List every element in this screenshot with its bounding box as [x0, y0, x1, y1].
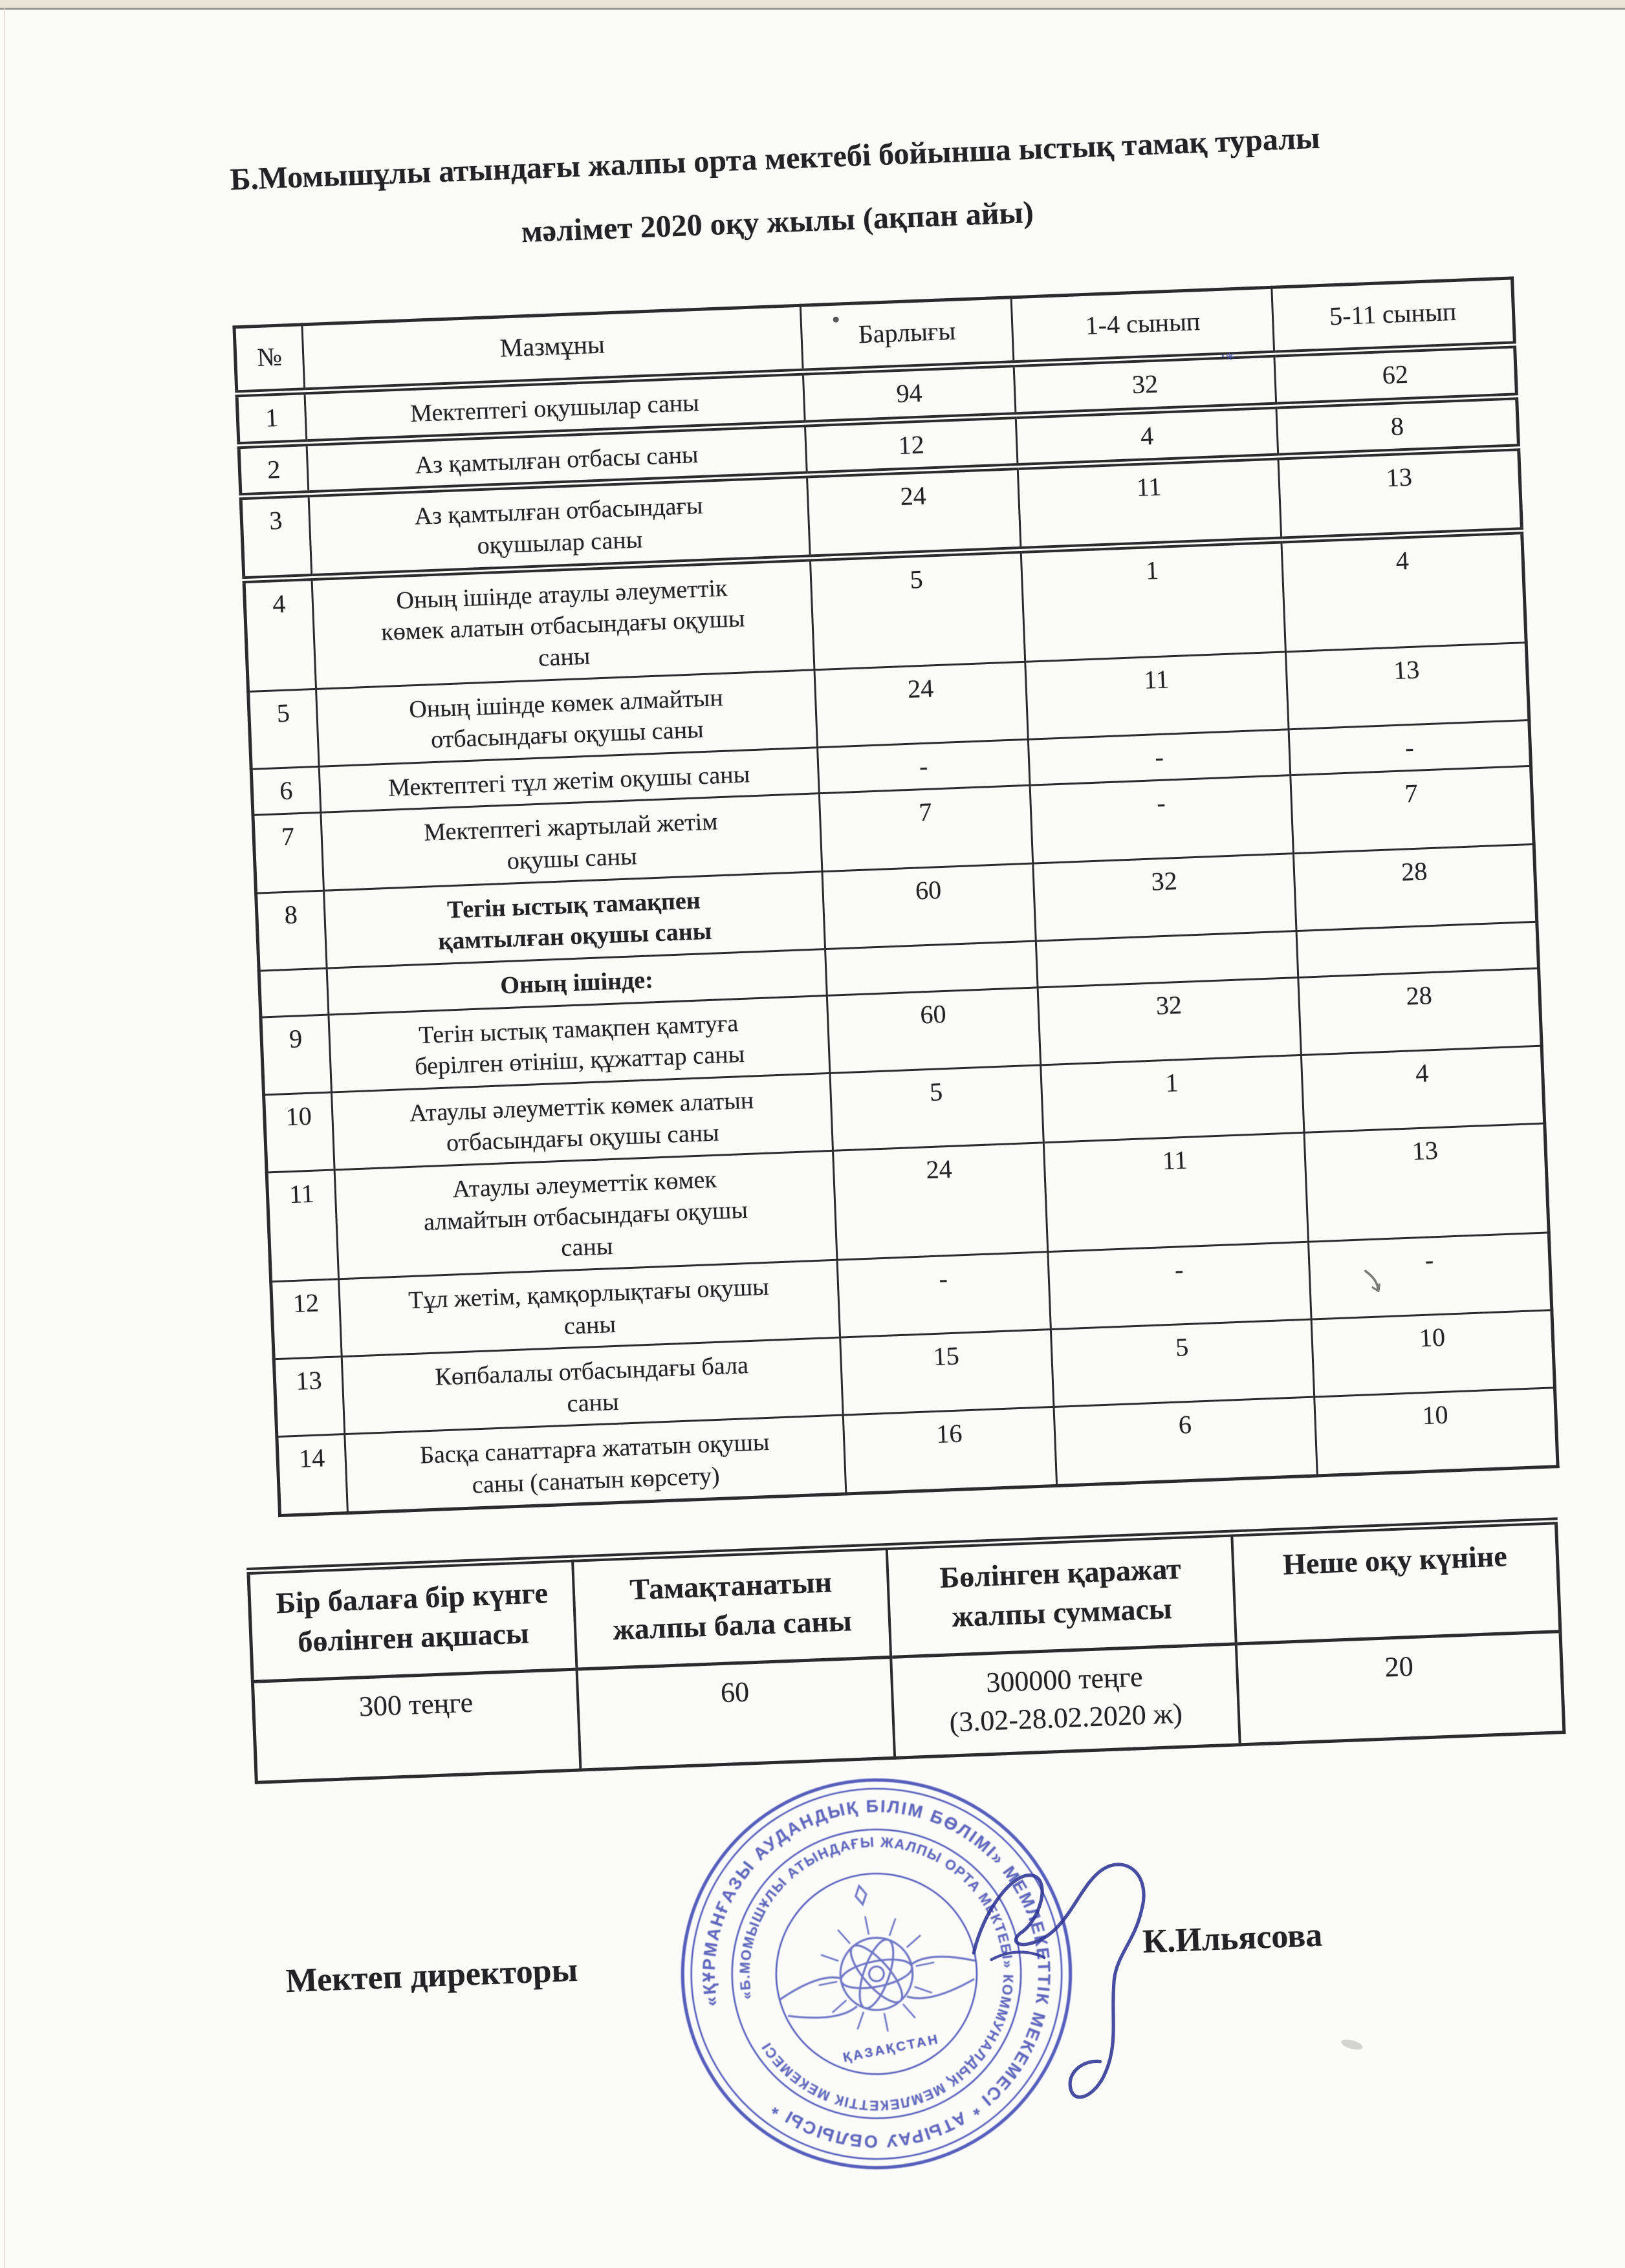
blue-ink-speck: ·⁎: [1217, 344, 1236, 367]
grade-1-4-cell: 32: [1033, 853, 1297, 941]
grade-5-11-cell: 13: [1304, 1123, 1549, 1242]
grade-5-11-cell: 4: [1281, 530, 1526, 651]
director-name: К.Ильясова: [1142, 1916, 1324, 1961]
grade-5-11-cell: 13: [1278, 448, 1521, 539]
row-number-cell: 1: [237, 391, 307, 446]
col-header-grade-1-4: 1-4 сынып: [1011, 287, 1274, 364]
grade-5-11-cell: 28: [1298, 968, 1542, 1055]
row-number-cell: 10: [264, 1092, 334, 1172]
grade-5-11-cell: 8: [1276, 396, 1518, 457]
content-cell: Атаулы әлеуметтік көмек алмайтын отбасындағы оқушы саны: [334, 1150, 837, 1279]
content-cell: Мектептегі жартылай жетім оқушы саны: [321, 794, 822, 891]
per-child-amount-value: 300 теңге: [252, 1670, 580, 1782]
content-cell: Басқа санаттарға жататын оқушы саны (санатын көрсету): [345, 1415, 846, 1513]
grade-5-11-cell: 10: [1311, 1310, 1554, 1397]
total-cell: 94: [803, 364, 1016, 424]
grade-5-11-cell: 62: [1274, 345, 1516, 405]
scanner-top-edge: [0, 0, 1625, 10]
funding-summary-table: [246, 1517, 1565, 1784]
total-children-value: 60: [577, 1658, 895, 1770]
row-number-cell: 3: [241, 494, 312, 579]
total-cell: 24: [807, 467, 1021, 558]
grade-5-11-cell: -: [1289, 720, 1531, 775]
grade-5-11-cell: 10: [1314, 1388, 1558, 1475]
content-cell: Оның ішінде:: [327, 949, 827, 1014]
total-cell: -: [837, 1252, 1051, 1338]
content-cell: Аз қамтылған отбасындағы оқушылар саны: [309, 475, 810, 578]
content-cell: Тегін ыстық тамақпен қамтылған оқушы саны: [323, 871, 825, 968]
total-cell: -: [817, 739, 1030, 794]
school-days-header: Неше оқу күніне: [1232, 1521, 1560, 1645]
col-header-number: №: [234, 325, 305, 394]
allocated-funds-value: 300000 теңге (3.02-28.02.2020 ж): [891, 1644, 1240, 1758]
grade-5-11-cell: 7: [1291, 766, 1534, 853]
total-children-header: Тамақтанатын жалпы бала саны: [573, 1547, 891, 1670]
meal-info-table: [232, 276, 1559, 1517]
grade-1-4-cell: 1: [1021, 540, 1286, 662]
total-cell: 60: [827, 988, 1041, 1074]
total-cell: 5: [830, 1065, 1044, 1151]
row-number-cell: [259, 968, 328, 1017]
gray-pen-mark: [1363, 1269, 1386, 1299]
school-days-value: 20: [1236, 1632, 1564, 1744]
svg-text:«Б.МОМЫШҰЛЫ АТЫНДАҒЫ ЖАЛПЫ ОРТ: [712, 1809, 1042, 2139]
row-number-cell: 11: [267, 1170, 338, 1282]
content-cell: Аз қамтылған отбасы саны: [307, 424, 807, 494]
grade-1-4-cell: 11: [1025, 651, 1289, 739]
scan-smudge: [1340, 2038, 1364, 2052]
per-child-amount-header: Бір балаға бір күнге бөлінген ақшасы: [248, 1559, 577, 1682]
document-title: [127, 103, 1425, 279]
allocated-funds-header: Бөлінген қаражат жалпы суммасы: [886, 1533, 1236, 1658]
row-number-cell: 13: [274, 1357, 344, 1437]
grade-1-4-cell: 11: [1018, 457, 1281, 550]
content-cell: Оның ішінде атаулы әлеуметтік көмек алатын отбасындағы оқушы саны: [312, 558, 814, 689]
title-line-1: Б.Момышұлы атындағы жалпы орта мектебі бойынша ыстық тамақ туралы: [229, 120, 1321, 197]
content-cell: Мектептегі тұл жетім оқушы саны: [319, 748, 819, 813]
total-cell: 60: [822, 863, 1036, 949]
kazakhstan-emblem: [761, 1866, 987, 2051]
school-official-stamp: [641, 1738, 1113, 2210]
grade-1-4-cell: -: [1028, 729, 1291, 786]
total-cell: 16: [843, 1407, 1057, 1494]
row-number-cell: 6: [251, 766, 320, 815]
grade-1-4-cell: 5: [1051, 1319, 1314, 1407]
grade-1-4-cell: -: [1048, 1242, 1312, 1330]
grade-5-11-cell: 4: [1302, 1046, 1545, 1132]
row-number-cell: 5: [248, 689, 319, 769]
grade-5-11-cell: -: [1309, 1233, 1552, 1319]
total-cell: 7: [819, 786, 1033, 872]
meal-info-table-body: [237, 345, 1558, 1515]
row-number-cell: 9: [261, 1015, 331, 1095]
content-cell: Көпбалалы отбасындағы бала саны: [342, 1337, 843, 1434]
svg-text:«ҚҰРМАНҒАЗЫ АУДАНДЫҚ БІЛІМ БӨЛ: [668, 1766, 1085, 2183]
grade-1-4-cell: 4: [1016, 405, 1278, 467]
signature-ink: [951, 1820, 1221, 2141]
director-title-label: Мектеп директоры: [285, 1951, 579, 2000]
content-cell: Оның ішінде көмек алмайтын отбасындағы оқушы саны: [316, 669, 817, 766]
grade-5-11-cell: 13: [1286, 642, 1529, 729]
row-number-cell: 14: [277, 1434, 347, 1515]
row-number-cell: 7: [253, 813, 323, 893]
grade-1-4-cell: 1: [1041, 1055, 1305, 1143]
row-number-cell: 4: [244, 577, 316, 691]
col-header-content: Мазмұны: [302, 305, 803, 391]
row-number-cell: 8: [256, 891, 327, 971]
grade-1-4-cell: 32: [1038, 977, 1302, 1065]
content-cell: Мектептегі оқушылар саны: [305, 372, 805, 442]
content-cell: Тегін ыстық тамақпен қамтуға берілген өтініш, құжаттар саны: [329, 995, 830, 1092]
scanner-left-edge: [4, 8, 5, 2268]
stamp-outer-ring-text: «ҚҰРМАНҒАЗЫ АУДАНДЫҚ БІЛІМ БӨЛІМІ» МЕМЛЕКЕТТІК МЕКЕМЕСІ * АТЫРАУ ОБЛЫСЫ *: [699, 1796, 1054, 2152]
stamp-outer-circle: [649, 1746, 1104, 2201]
grade-1-4-cell: -: [1030, 775, 1294, 863]
total-cell: 12: [805, 415, 1018, 475]
content-cell: Атаулы әлеуметтік көмек алатын отбасындағы оқушы саны: [331, 1073, 833, 1170]
grade-1-4-cell: 32: [1014, 354, 1276, 415]
total-cell: 5: [810, 550, 1025, 669]
grade-1-4-cell: 6: [1054, 1397, 1318, 1485]
grade-1-4-cell: 11: [1043, 1132, 1308, 1251]
row-number-cell: 12: [271, 1279, 342, 1359]
total-cell: 15: [840, 1330, 1054, 1416]
total-cell: 24: [814, 662, 1029, 748]
row-number-cell: 2: [239, 443, 309, 497]
col-header-total: Барлығы: [800, 297, 1014, 373]
grade-5-11-cell: 28: [1294, 844, 1537, 931]
stamp-inner-ring-text: «Б.МОМЫШҰЛЫ АТЫНДАҒЫ ЖАЛПЫ ОРТА МЕКТЕБІ» КОММУНАЛДЫҚ МЕМЛЕКЕТТІК МЕКЕМЕСІ: [736, 1833, 1017, 2114]
content-cell: Тұл жетім, қамқорлықтағы оқушы саны: [338, 1260, 840, 1357]
stamp-center-label: ҚАЗАҚСТАН: [842, 2031, 941, 2066]
total-cell: 24: [833, 1143, 1047, 1260]
title-line-2: мәлімет 2020 оқу жылы (ақпан айы): [521, 195, 1034, 250]
col-header-grade-5-11: 5-11 сынып: [1272, 278, 1514, 354]
total-cell: [825, 941, 1038, 995]
